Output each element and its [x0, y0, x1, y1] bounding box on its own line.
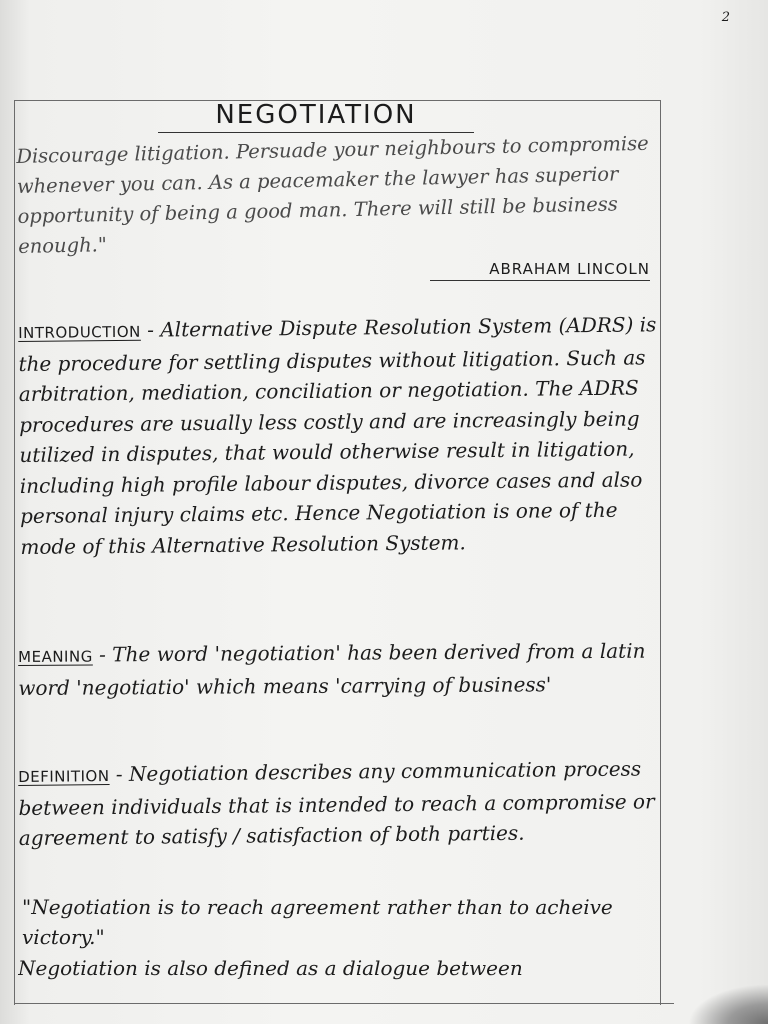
left-margin-line — [14, 100, 15, 1005]
quote-author: ABRAHAM LINCOLN — [430, 260, 650, 281]
page-corner-shadow — [688, 984, 768, 1024]
meaning-section — [18, 635, 668, 703]
definition-section — [18, 753, 669, 853]
definition-text: - Negotiation describes any communication process between individuals that is intended to reach a compromise or agreement to satisfy / satisfaction of both parties. — [18, 756, 655, 850]
definition-quote: "Negotiation is to reach agreement rather than to acheive victory." — [22, 895, 613, 949]
page-title: NEGOTIATION — [158, 100, 474, 133]
introduction-heading: INTRODUCTION — [18, 322, 141, 342]
meaning-text: - The word 'negotiation' has been derived from a latin word 'negotiatio' which means 'carrying of business' — [18, 638, 646, 700]
lincoln-quote: Discourage litigation. Persuade your neighbours to compromise whenever you can. As a peacemaker the lawyer has superior opportunity of being a good man. There will still be business enough." — [16, 131, 649, 258]
definition-heading: DEFINITION — [18, 767, 110, 786]
introduction-text: - Alternative Dispute Resolution System (ADRS) is the procedure for settling disputes without litigation. Such as arbitration, mediation, conciliation or negotiation. The ADRS procedures are usually less costly and are increasingly being utilized in disputes, that would otherwise result in litigation, including high profile labour disputes, divorce cases and also personal injury claims etc. Hence Negotiation is one of the mode of this Alternative Resolution System. — [18, 312, 657, 559]
introduction-section — [18, 309, 671, 562]
bottom-border-line — [14, 1003, 674, 1004]
page-number: 2 — [721, 10, 730, 25]
last-line-text: Negotiation is also defined as a dialogue between — [18, 956, 523, 980]
meaning-heading: MEANING — [18, 647, 93, 666]
